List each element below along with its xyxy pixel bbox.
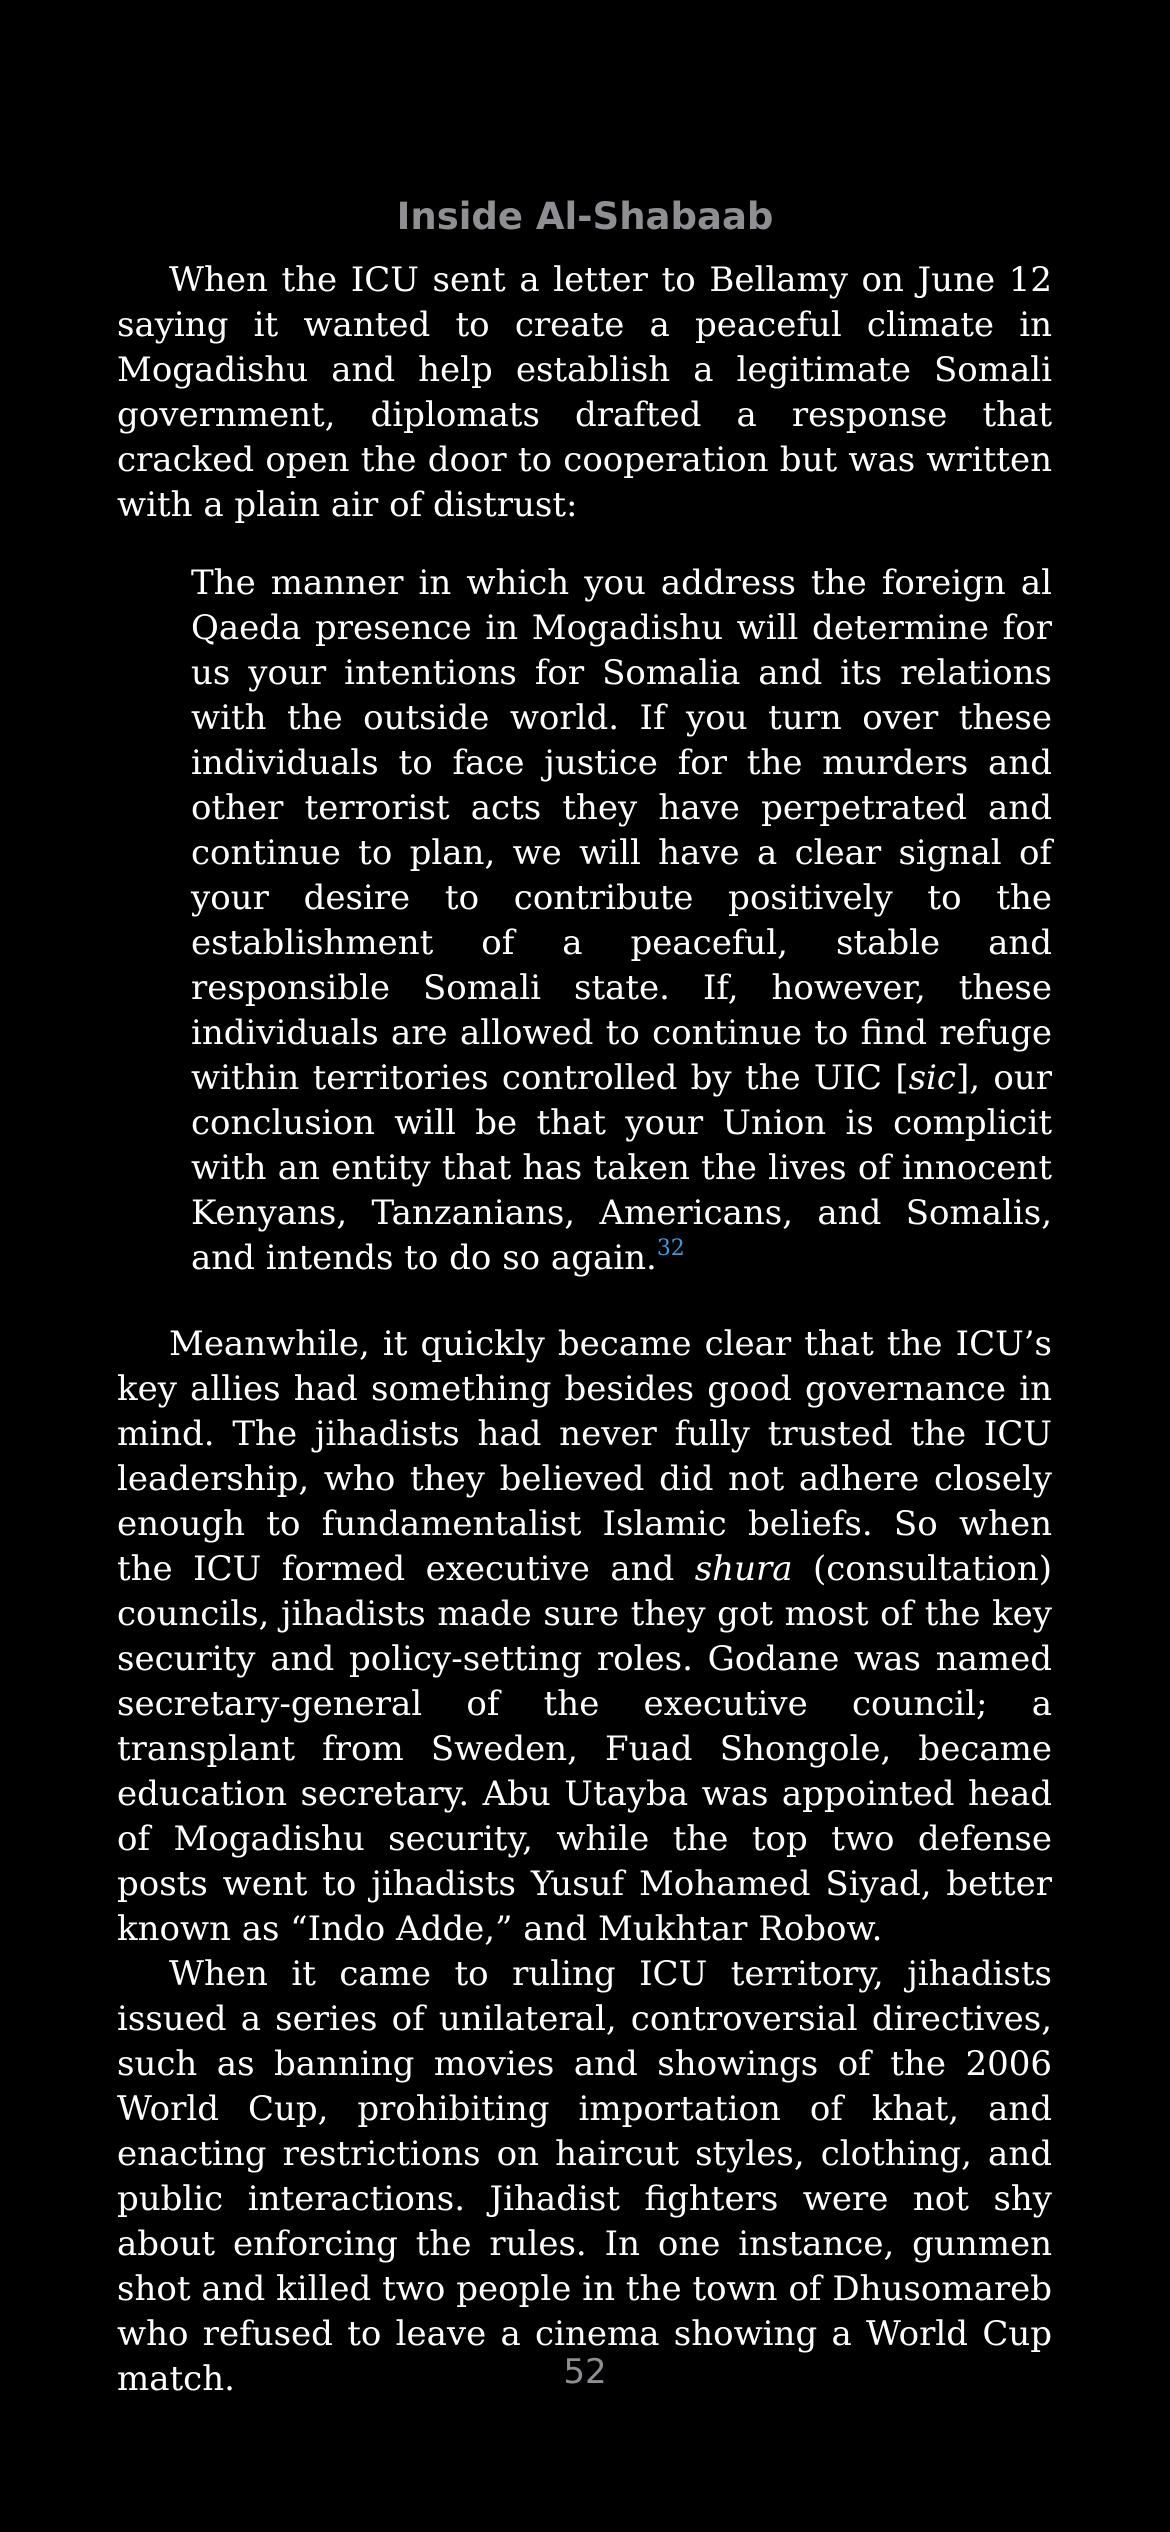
paragraph-3: When it came to ruling ICU territory, jihadists issued a series of unilateral, controversial directives, such as banning movies and showings of the 2006 World Cup, prohibiting importation of khat, and enacting restrictions on haircut styles, clothing, and public interactions. Jihadist fighters were not shy about enforcing the rules. In one instance, gunmen shot and killed two people in the town of Dhusomareb who refused to leave a cinema showing a World Cup match. [117,1954,1052,2399]
quote-text-part-1: The manner in which you address the foreign al Qaeda presence in Mogadishu will determine for us your intentions for Somalia and its relations with the outside world. If you turn over these individuals to face justice for the murders and other terrorist acts they have perpetrated and continue to plan, we will have a clear signal of your desire to contribute positively to the establishment of a peaceful, stable and responsible Somali state. If, however, these individuals are allowed to continue to find refuge within territories controlled by the UIC [ [191,563,1052,1098]
block-quote [191,561,1052,1281]
page-body [117,258,1052,2402]
paragraph-1: When the ICU sent a letter to Bellamy on June 12 saying it wanted to create a peaceful climate in Mogadishu and help establish a legitimate Somali government, diplomats drafted a response that cracked open the door to cooperation but was written with a plain air of distrust: [117,260,1052,525]
paragraph-2-shura: shura [694,1549,793,1589]
paragraph-2-part-1: Meanwhile, it quickly became clear that the ICU’s key allies had something besides good governance in mind. The jihadists had never fully trusted the ICU leadership, who they believed did not adhere closely enough to fundamentalist Islamic beliefs. So when the ICU formed executive and [117,1324,1052,1589]
page-number: 52 [563,2352,607,2392]
footnote-link-32[interactable]: 32 [656,1236,685,1261]
quote-sic: sic [908,1058,956,1098]
block-quote-text [191,561,1052,1281]
paragraph-2-part-2: (consultation) councils, jihadists made sure they got most of the key security and policy-setting roles. Godane was named secretary-general of the executive council; a transplant from Sweden, Fuad Shongole, became education secretary. Abu Utayba was appointed head of Mogadishu security, while the top two defense posts went to jihadists Yusuf Mohamed Siyad, better known as “Indo Adde,” and Mukhtar Robow. [117,1549,1052,1949]
paragraph-2 [117,1322,1052,1952]
quote-text-part-2: ], our conclusion will be that your Union is complicit with an entity that has taken the lives of innocent Kenyans, Tanzanians, Americans, and Somalis, and intends to do so again. [191,1058,1052,1278]
running-head: Inside Al-Shabaab [396,195,774,238]
